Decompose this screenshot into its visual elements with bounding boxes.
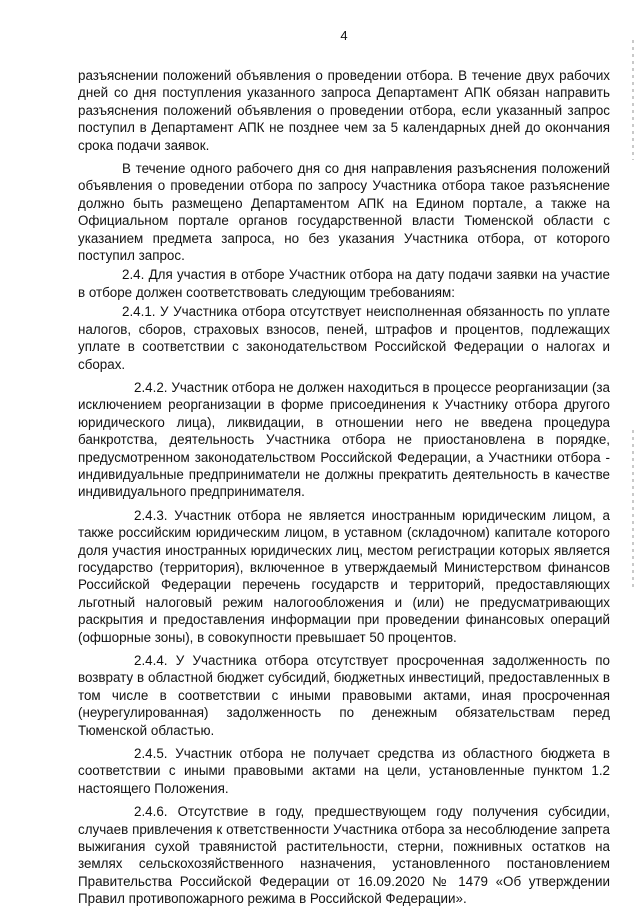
paragraph-2-4-1: 2.4.1. У Участника отбора отсутствует неисполненная обязанность по уплате налогов, сборов, страховых взносов, пеней, штрафов и процентов, подлежащих уплате в соответствии с законодательством Российской Федерации о налогах и сборах.	[78, 304, 610, 372]
paragraph-2-4-2: 2.4.2. Участник отбора не должен находиться в процессе реорганизации (за исключением реорганизации в форме присоединения к Участнику отбора другого юридического лица), ликвидации, в отношении него не введена процедура банкротства, деятельность Участника отбора не приостановлена в порядке, предусмотренном законодательством Российской Федерации, а Участники отбора - индивидуальные предприниматели не должны прекратить деятельность в качестве индивидуального предпринимателя.	[78, 379, 610, 500]
paragraph-2-4-5: 2.4.5. Участник отбора не получает средства из областного бюджета в соответствии с иными правовыми актами на цели, установленные пунктом 1.2 настоящего Положения.	[78, 746, 610, 796]
paragraph-continuation: разъяснении положений объявления о проведении отбора. В течение двух рабочих дней со дня поступления указанного запроса Департамент АПК обязан направить разъяснения положений объявления о проведении отбора, если указанный запрос поступил в Департамент АПК не позднее чем за 5 календарных дней до окончания срока подачи заявок.	[78, 68, 610, 153]
paragraph-2-4-6: 2.4.6. Отсутствие в году, предшествующем году получения субсидии, случаев привлечения к ответственности Участника отбора за несоблюдение запрета выжигания сухой травянистой растительности, стерни, пожнивных остатков на землях сельскохозяйственного назначения, установленного постановлением Правительства Российской Федерации от 16.09.2020 № 1479 «Об утверждении Правил противопожарного режима в Российской Федерации».	[78, 804, 610, 907]
document-body	[78, 67, 610, 908]
paragraph-2-4-3: 2.4.3. Участник отбора не является иностранным юридическим лицом, а также российским юридическим лицом, в уставном (складочном) капитале которого доля участия иностранных юридических лиц, местом регистрации которых является государство (территория), включенное в утверждаемый Министерством финансов Российской Федерации перечень государств и территорий, предоставляющих льготный налоговый режим налогообложения и (или) не предусматривающих раскрытия и предоставления информации при проведении финансовых операций (офшорные зоны), в совокупности превышает 50 процентов.	[78, 507, 610, 645]
paragraph-2-4: 2.4. Для участия в отборе Участник отбора на дату подачи заявки на участие в отборе должен соответствовать следующим требованиям:	[78, 267, 610, 300]
page-number: 4	[340, 28, 348, 43]
scan-margin-mark	[632, 430, 634, 590]
paragraph-2-4-4: 2.4.4. У Участника отбора отсутствует просроченная задолженность по возврату в областной бюджет субсидий, бюджетных инвестиций, предоставленных в том числе в соответствии с иными правовыми актами, иная просроченная (неурегулированная) задолженность по денежным обязательствам перед Тюменской областью.	[78, 653, 610, 738]
scan-margin-mark	[632, 40, 634, 160]
paragraph-clarification-publication: В течение одного рабочего дня со дня направления разъяснения положений объявления о проведении отбора по запросу Участника отбора такое разъяснение должно быть размещено Департаментом АПК на Едином портале, а также на Официальном портале органов государственной власти Тюменской области с указанием предмета запроса, но без указания Участника отбора, от которого поступил запрос.	[78, 161, 610, 264]
